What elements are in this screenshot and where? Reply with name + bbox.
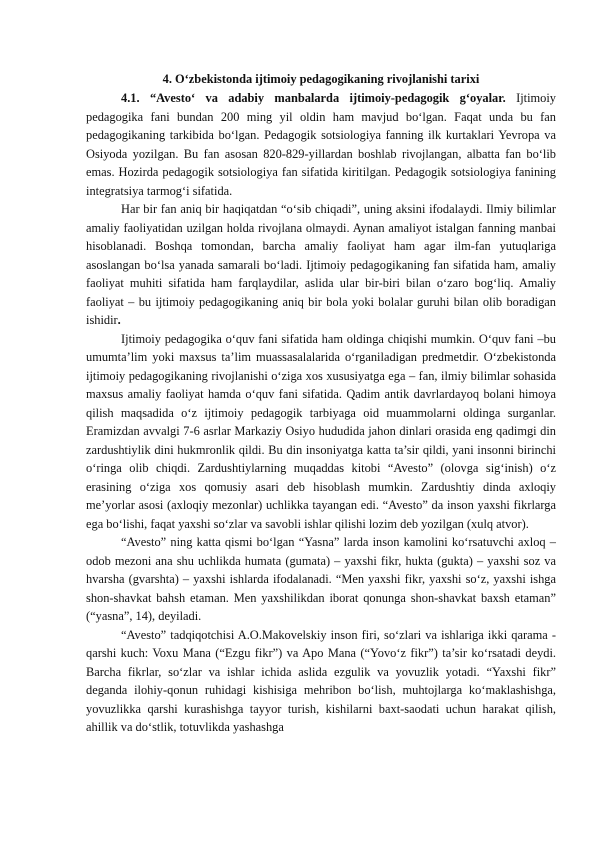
paragraph-5 <box>86 626 556 737</box>
paragraph-3-text: Ijtimoiy pedagogika o‘quv fani sifatida ham oldinga chiqishi mumkin. O‘quv fani –bu umumta’lim yoki maxsus ta’lim muassasalalarida o‘rganiladigan predmetdir. O‘zbekistonda ijtimoiy pedagogikaning rivojlanishi o‘ziga xos xususiyatga ega – fan, ilmiy bilimlar sohasida maxsus amaliy faoliyat hamda o‘quv fani sifatida. Qadim antik davrlardayoq bolani himoya qilish maqsadida o‘z ijtimoiy pedagogik tarbiyaga oid muammolarni oldinga surganlar. Eramizdan avvalgi 7-6 asrlar Markaziy Osiyo hududida jahon dinlari orasida eng qadimgi din zardushtiylik dini hukmronlik qildi. Bu din insoniyatga katta ta’sir qildi, yani insonni birinchi o‘ringa olib chiqdi. Zardushtiylarning muqaddas kitobi “Avesto” (olovga sig‘inish) o‘z erasining o‘ziga xos qomusiy asari deb hisoblash mumkin. Zardushtiy dinda axloqiy me’yorlar asosi (axloqiy mezonlar) uchlikka tayangan edi. “Avesto” da inson yaxshi fikrlarga ega bo‘lishi, faqat yaxshi so‘zlar va savobli ishlar qilishi lozim deb yozilgan (xulq atvor). <box>86 331 556 531</box>
paragraph-2 <box>86 200 556 330</box>
subsection-heading: 4.1. “Avesto‘ va adabiy manbalarda ijtimoiy-pedagogik g‘oyalar. <box>121 91 506 105</box>
paragraph-4-text: “Avesto” ning katta qismi bo‘lgan “Yasna” larda inson kamolini ko‘rsatuvchi axloq – odob mezoni ana shu uchlikda humata (gumata) – yaxshi fikr, hukta (gukta) – yaxshi soz va hvarsha (gvarshta) – yaxshi ishlarda ifodalanadi. “Men yaxshi fikr, yaxshi so‘z, yaxshi ishga shon-shavkat bahsh etaman. Men yaxshilikdan iborat qonunga shon-shavkat baxsh etaman” (“yasna”, 14), deyiladi. <box>86 535 556 623</box>
paragraph-1 <box>86 89 556 200</box>
paragraph-1-text: Ijtimoiy pedagogika fani bundan 200 ming yil oldin ham mavjud bo‘lgan. Faqat unda bu fan pedagogikaning tarkibida bo‘lgan. Pedagogik sotsiologiya fanning ilk kurtaklari Yevropa va Osiyoda yozilgan. Bu fan asosan 820-829-yillardan boshlab rivojlangan, albatta fan bo‘lib emas. Hozirda pedagogik sotsiologiya fan sifatida kiritilgan. Pedagogik sotsiologiya fanining integratsiya tarmog‘i sifatida. <box>86 91 556 198</box>
section-heading: 4. O‘zbekistonda ijtimoiy pedagogikaning rivojlanishi tarixi <box>162 72 480 86</box>
paragraph-3 <box>86 330 556 534</box>
document-body <box>86 70 556 737</box>
paragraph-5-text: “Avesto” tadqiqotchisi A.O.Makovelskiy inson firi, so‘zlari va ishlariga ikki qarama -qarshi kuch: Voxu Mana (“Ezgu fikr”) va Apo Mana (“Yovo‘z fikr”) ta’sir ko‘rsatadi deydi. Barcha fikrlar, so‘zlar va ishlar ichida aslida ezgulik va yovuzlik yotadi. “Yaxshi fikr” deganda ilohiy-qonun ruhidagi kishisiga mehribon bo‘lish, muhtojlarga ko‘maklashishga, yovuzlikka qarshi kurashishga tayyor turish, kishilarni baxt-saodati uchun harakat qilish, ahillik va do‘stlik, totuvlikda yashashga <box>86 627 556 734</box>
paragraph-2-bold-period: . <box>117 313 121 327</box>
paragraph-4 <box>86 533 556 626</box>
paragraph-2-text: Har bir fan aniq bir haqiqatdan “o‘sib chiqadi”, uning aksini ifodalaydi. Ilmiy bilimlar amaliy faoliyatidan uzilgan holda rivojlana olmaydi. Aynan amaliyot istalgan fanning manbai hisoblanadi. Boshqa tomondan, barcha amaliy faoliyat ham agar ilm-fan yutuqlariga asoslangan bo‘lsa yanada samarali bo‘ladi. Ijtimoiy pedagogikaning fan sifatida ham, amaliy faoliyat muhiti sifatida ham farqlaydilar, aslida ular bir-biri bilan o‘zaro bog‘liq. Amaliy faoliyat – bu ijtimoiy pedagogikaning aniq bir bola yoki bolalar guruhi bilan olib boradigan ishidir <box>86 202 556 327</box>
